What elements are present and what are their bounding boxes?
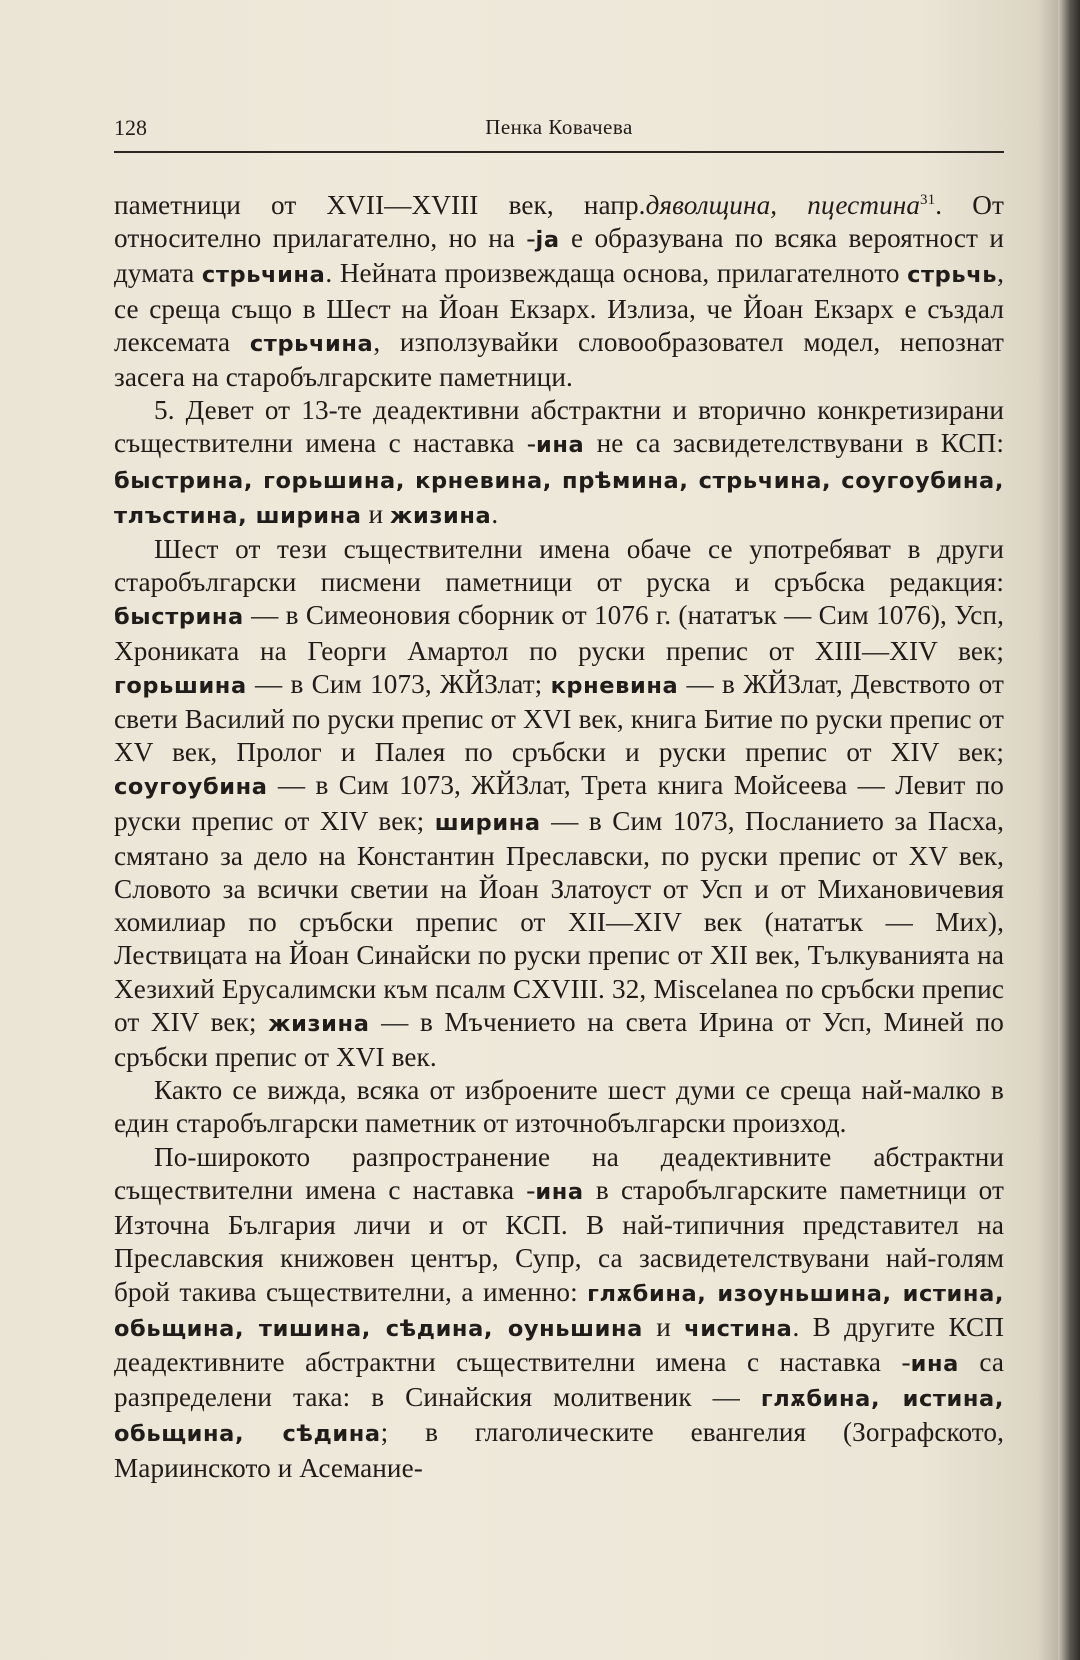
old-bulgarian-word: ина — [910, 1350, 959, 1377]
paragraph-1: паметници от XVII—XVIII век, напр.дяволщина, пцестина$^{31}$. От относително прилагателно, но на -ја е образувана по всяка вероятност и думата стрьчина. Нейната произвеждаща основа, прилагателното стрьчь, се среща също в Шест на Йоан Екзарх. Излиза, че Йоан Екзарх е създал лексемата стрьчина, използувайки словообразовател модел, непознат засега на старобългарските паметници. — [114, 190, 1005, 393]
paragraph-5: По-широкото разпространение на деадективните абстрактни съществителни имена с наставка -ина в старобългарските паметници от Източна България личи и от КСП. В най-типичния представител на Преславския книжовен център, Супр, са засвидетелствувани най-голям брой такива съществителни, а именно: глѫбина, изоуньшина, истина, обьщина, тишина, сѣдина, оуньшина и чистина. В другите КСП деадективните абстрактни съществителни имена с наставка -ина са разпределени така: в Синайския молитвеник — глѫбина, истина, обьщина, сѣдина; в глаголическите евангелия (Зографското, Мариинското и Асеманиe- — [114, 1141, 1005, 1483]
page-number: 128 — [114, 115, 147, 140]
old-bulgarian-word: ина — [536, 432, 585, 459]
old-bulgarian-word: ширина — [434, 809, 541, 836]
paragraph-3: Шест от тези съществителни имена обаче се употребяват в други старобългарски писмени паметници от руска и сръбска редакция: быстрина — в Симеоновия сборник от 1076 г. (нататък — Сим 1076), Усп, Хрониката на Георги Амартол по руски препис от XIII—XIV век; горьшина — в Сим 1073, ЖЙЗлат; крневина — в ЖЙЗлат, Девството от свети Василий по руски препис от XVI век, книга Битие по руски препис от XV век, Пролог и Палея по сръбски и руски препис от XIV век; соугоубина — в Сим 1073, ЖЙЗлат, Трета книга Мойсеева — Левит по руски препис от XIV век; ширина — в Сим 1073, Посланието за Пасха, смятано за дело на Константин Преславски, по руски препис от XV век, Словото за всички светии на Йоан Златоуст от Усп и от Михановичевия хомилиар по сръбски препис от XII—XIV век (нататък — Мих), Лествицата на Йоан Синайски по руски препис от XII век, Тълкуванията на Хезихий Ерусалимски към псалм CXVIII. 32, Miscelanea по сръбски препис от XIV век; жизина — в Мъчението на света Ирина от Усп, Миней по сръбски препис от XVI век. — [114, 534, 1004, 1073]
old-bulgarian-word-list: быстрина, горьшина, крневина, прѣмина, стрьчина, соугоубина, тлъстина, ширина — [114, 467, 1004, 529]
old-bulgarian-word: крневина — [550, 672, 679, 699]
old-bulgarian-word: стрьчина — [201, 262, 326, 289]
header-rule — [114, 151, 1004, 153]
old-bulgarian-word: стрьчина — [249, 330, 374, 357]
old-bulgarian-word: жизина — [390, 502, 492, 529]
paragraph-4: Както се вижда, всяка от изброените шест думи се среща най-малко в един старобългарски паметник от източнобългарски произход. — [114, 1075, 1004, 1139]
old-bulgarian-word: жизина — [268, 1010, 370, 1037]
old-bulgarian-word: стрьчь — [907, 262, 998, 289]
old-bulgarian-word-list: глѫбина, изоуньшина, истина, обьщина, тишина, сѣдина, оуньшина — [114, 1280, 1004, 1342]
paragraph-2: 5. Девет от 13-те деадективни абстрактни и вторично конкретизирани съществителни имена с наставка -ина не са засвидетелствувани в КСП: быстрина, горьшина, крневина, прѣмина, стрьчина, соугоубина, тлъстина, ширина и жизина. — [114, 395, 1004, 529]
running-head-author: Пенка Ковачева — [485, 115, 633, 139]
old-bulgarian-word: чистина — [684, 1315, 793, 1342]
old-bulgarian-word: быстрина — [114, 604, 244, 631]
italic-term: дяволщина, пцестина — [645, 190, 921, 220]
old-bulgarian-word: горьшина — [114, 672, 247, 699]
book-spine-edge — [1058, 0, 1080, 1660]
page-header — [114, 115, 1004, 147]
old-bulgarian-word: ја — [535, 227, 560, 254]
old-bulgarian-word: соугоубина — [114, 774, 268, 801]
footnote-ref: 31 — [920, 191, 936, 208]
old-bulgarian-word: ина — [535, 1178, 584, 1205]
body-text — [114, 189, 1004, 1485]
old-bulgarian-word-list: глѫбина, истина, обьщина, сѣдина — [114, 1386, 1004, 1448]
